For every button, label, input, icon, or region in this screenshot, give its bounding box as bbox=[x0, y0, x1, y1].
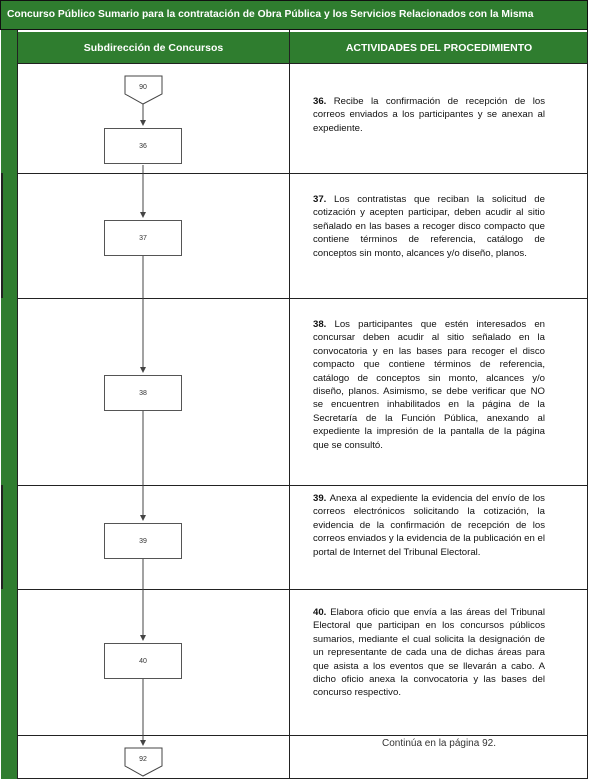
activity-37 bbox=[313, 193, 545, 260]
process-box-40: 40 bbox=[104, 643, 182, 679]
activity-39 bbox=[313, 492, 545, 559]
activity-40 bbox=[313, 606, 545, 700]
process-box-36: 36 bbox=[104, 128, 182, 164]
activity-number: 38. bbox=[313, 319, 335, 330]
diagram-title: Concurso Público Sumario para la contratación de Obra Pública y los Servicios Relacionados con la Misma bbox=[7, 9, 534, 20]
activity-36 bbox=[313, 95, 545, 135]
process-box-38: 38 bbox=[104, 375, 182, 411]
activity-description: Los contratistas que reciban la solicitud de cotización y acepten participar, deben acudir al sitio señalado en las bases a recoger disco compacto que contiene términos de referencia, catálogo de conceptos sin monto, alcances y/o diseño, planos. bbox=[313, 194, 545, 259]
activity-number: 40. bbox=[313, 607, 331, 618]
process-box-37: 37 bbox=[104, 220, 182, 256]
activity-number: 37. bbox=[313, 194, 335, 205]
activity-description: Los participantes que estén interesados en concursar deben acudir al sitio señalado en la convocatoria y en las bases para recoger el disco compacto que contiene términos de referencia, catálogo de conceptos sin monto, alcances y/o diseño, planos. Asimismo, se debe verificar que NO se encuentren inhabilitados en la página de la Secretaría de la Función Pública, anexando al expediente la impresión de la pantalla de la página que se consultó. bbox=[313, 319, 545, 451]
activity-38 bbox=[313, 318, 545, 452]
activity-description: Anexa al expediente la evidencia del envío de los correos electrónicos solicitando la cotización, la evidencia de la confirmación de recepción de los correos enviados y la evidencia de la publicación en el portal de Internet del Tribunal Electoral. bbox=[313, 493, 545, 558]
continuation-note: Continúa en la página 92. bbox=[382, 738, 496, 749]
header-subdireccion: Subdirección de Concursos bbox=[18, 32, 289, 63]
activity-number: 39. bbox=[313, 493, 330, 504]
process-box-39: 39 bbox=[104, 523, 182, 559]
activity-number: 36. bbox=[313, 96, 334, 107]
header-actividades: ACTIVIDADES DEL PROCEDIMIENTO bbox=[290, 32, 588, 63]
connector-label-top: 90 bbox=[139, 84, 147, 91]
activity-description: Recibe la confirmación de recepción de los correos enviados a los participantes y se anexan al expediente. bbox=[313, 96, 545, 134]
connector-label-bottom: 92 bbox=[139, 756, 147, 763]
activity-description: Elabora oficio que envía a las áreas del Tribunal Electoral que participan en los concursos públicos sumarios, mediante el cual solicita la designación de un representante de cada una de dichas áreas para que asista a los eventos que se llevarán a cabo. A dicho oficio anexa la convocatoria y las bases del concurso respectivo. bbox=[313, 607, 545, 699]
